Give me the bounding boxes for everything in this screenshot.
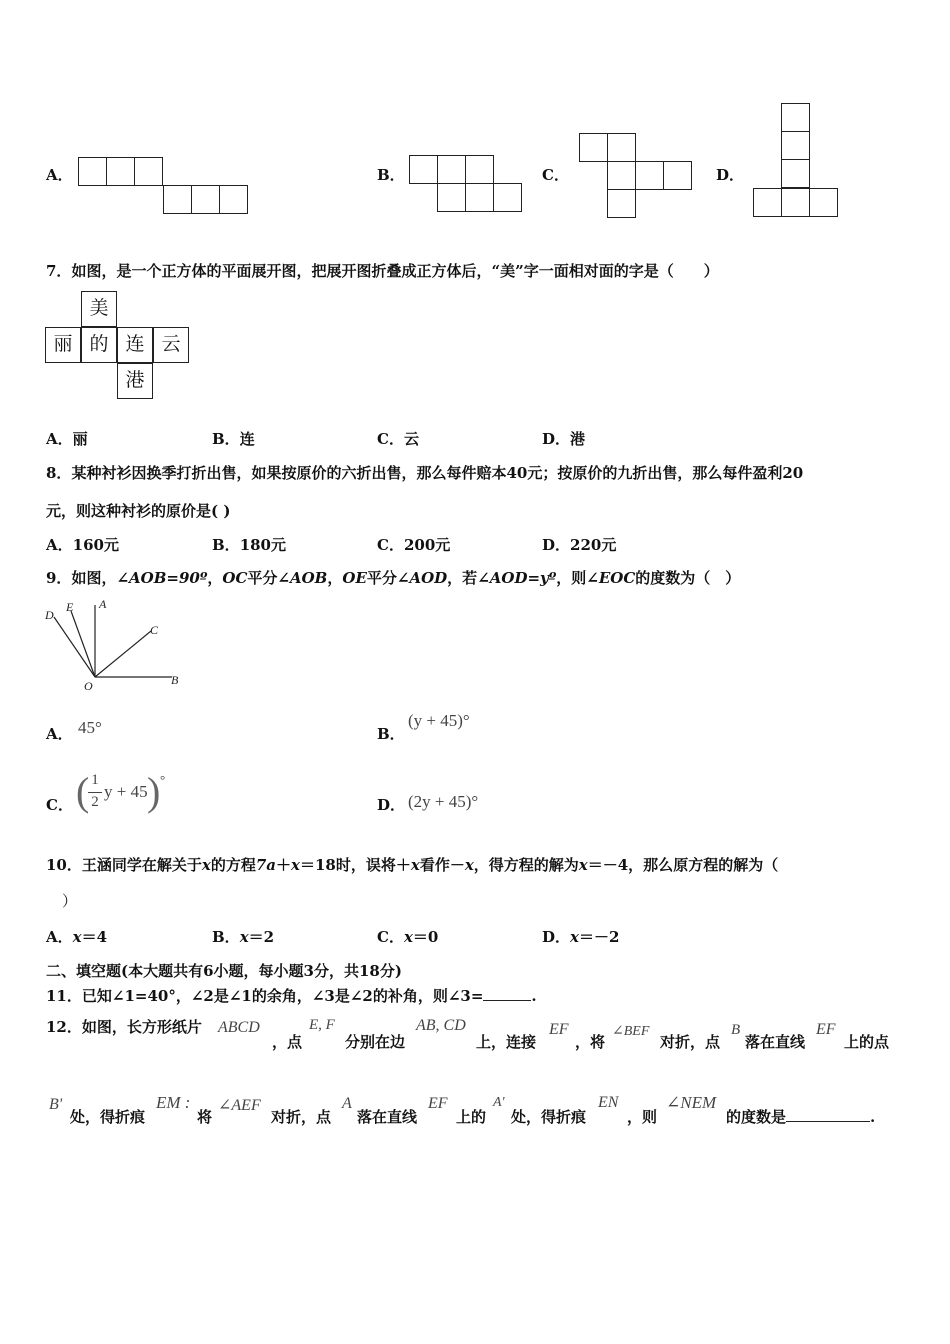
q7-option-b: B．连 [212, 430, 255, 448]
q7-option-d: D．港 [542, 430, 586, 448]
q7-text: 如图，是一个正方体的平面展开图，把展开图折叠成正方体后，“美”字一面相对面的字是（ ） [71, 262, 719, 280]
q12-math-ef: EF [816, 1021, 836, 1038]
q12-text: 落在直线 [357, 1108, 418, 1126]
q8-number: 8． [46, 464, 72, 482]
q9-option-b-expr: (y + 45)° [408, 711, 470, 730]
q12-text: ，则 [627, 1108, 658, 1126]
label-a: A [99, 597, 107, 611]
q12-math-b-prime: B' [49, 1096, 63, 1113]
q12-line1: 12．如图，长方形纸片 [46, 1018, 202, 1036]
q8-option-b: B．180元 [212, 536, 286, 554]
q9-option-d-label: D． [377, 796, 406, 814]
q9-option-b-label: B． [377, 725, 405, 743]
q12-text: 分别在边 [345, 1033, 406, 1051]
q12-text: 上的 [456, 1108, 487, 1126]
q12-text: 将 [197, 1108, 213, 1126]
label-d: D [45, 608, 54, 622]
label-c: C [150, 623, 159, 637]
q7-option-a: A．丽 [46, 430, 88, 448]
q9-option-a-label: A． [46, 725, 73, 743]
q10-option-b: B．x＝2 [212, 928, 275, 946]
q11-stem: 11．已知∠1=40°，∠2是∠1的余角，∠3是∠2的补角，则∠3= . [46, 987, 537, 1005]
q9-option-c-label: C． [46, 796, 73, 814]
q12-text: ，点 [272, 1033, 303, 1051]
q9-option-a-expr: 45° [78, 718, 102, 737]
q12-math-en: EN [598, 1094, 619, 1111]
q12-text: 处，得折痕 [511, 1108, 587, 1126]
q11-answer-blank[interactable] [483, 1000, 531, 1001]
label-o: O [84, 679, 93, 693]
q12-math-ab-cd: AB, CD [416, 1017, 466, 1034]
q9-angle-figure [40, 596, 190, 696]
q12-math-angle-aef: ∠AEF [218, 1097, 261, 1114]
q12-text: 落在直线 [745, 1033, 806, 1051]
q12-math-a-prime: A' [493, 1095, 505, 1110]
q10-option-d: D．x＝－2 [542, 928, 620, 946]
q6-option-b-label: B． [377, 166, 405, 184]
q12-math-ef: EF [549, 1021, 569, 1038]
q7-option-c: C．云 [377, 430, 419, 448]
q12-math-angle-bef: ∠BEF [612, 1024, 650, 1039]
q9-option-d-expr: (2y + 45)° [408, 792, 479, 811]
label-b: B [171, 673, 179, 687]
q9-option-c-expr: ( 1 2 y + 45 ) ° [76, 769, 166, 814]
q12-math-ef: EF [428, 1095, 448, 1112]
q8-option-c: C．200元 [377, 536, 451, 554]
q6-option-a-label: A． [46, 166, 73, 184]
net-face-left: 丽 [45, 327, 81, 363]
net-face-bottom: 港 [117, 363, 153, 399]
q8-option-a: A．160元 [46, 536, 119, 554]
q8-stem-line2: 元，则这种衬衫的原价是( ) [46, 502, 231, 520]
q10-option-a: A．x＝4 [46, 928, 108, 946]
q12-text: ，将 [575, 1033, 606, 1051]
q12-math-abcd: ABCD [218, 1019, 260, 1036]
q6-option-d-label: D． [716, 166, 745, 184]
q12-tail: 的度数是 . [726, 1108, 876, 1126]
net-face-top: 美 [81, 291, 117, 327]
net-face-center: 的 [81, 327, 117, 363]
q12-math-angle-nem: ∠NEM [666, 1093, 717, 1112]
q12-text: 对折，点 [271, 1108, 332, 1126]
q12-text: 上的点 [844, 1033, 890, 1051]
q12-text: 对折，点 [660, 1033, 721, 1051]
q8-option-d: D．220元 [542, 536, 617, 554]
q12-answer-blank[interactable] [786, 1121, 870, 1122]
q8-stem-line1: 8．某种衬衫因换季打折出售，如果按原价的六折出售，那么每件赔本40元；按原价的九折出售，那么每件盈利20 [46, 464, 804, 482]
q10-stem-line2: ） [62, 892, 78, 910]
q7-stem [46, 260, 719, 281]
q12-math-a: A [342, 1095, 352, 1112]
q12-text: 上，连接 [476, 1033, 537, 1051]
section2-title: 二、填空题(本大题共有6小题，每小题3分，共18分) [46, 962, 402, 980]
q10-stem: 10．王涵同学在解关于x的方程7a＋x＝18时，误将＋x看作－x，得方程的解为x＝－4，那么原方程的解为（ [46, 856, 779, 874]
net-face-right1: 连 [117, 327, 153, 363]
net-face-right2: 云 [153, 327, 189, 363]
q6-option-c-label: C． [542, 166, 569, 184]
q12-math-em: EM : [156, 1093, 191, 1112]
label-e: E [66, 600, 74, 614]
q12-math-ef-points: E, F [309, 1017, 335, 1033]
q7-number: 7． [46, 262, 72, 280]
q10-option-c: C．x＝0 [377, 928, 439, 946]
q12-math-b: B [731, 1022, 741, 1038]
q12-text: 处，得折痕 [70, 1108, 146, 1126]
q9-stem: 9．如图，∠AOB=90º，OC平分∠AOB，OE平分∠AOD，若∠AOD=yº，则∠EOC的度数为（ ） [46, 569, 741, 587]
